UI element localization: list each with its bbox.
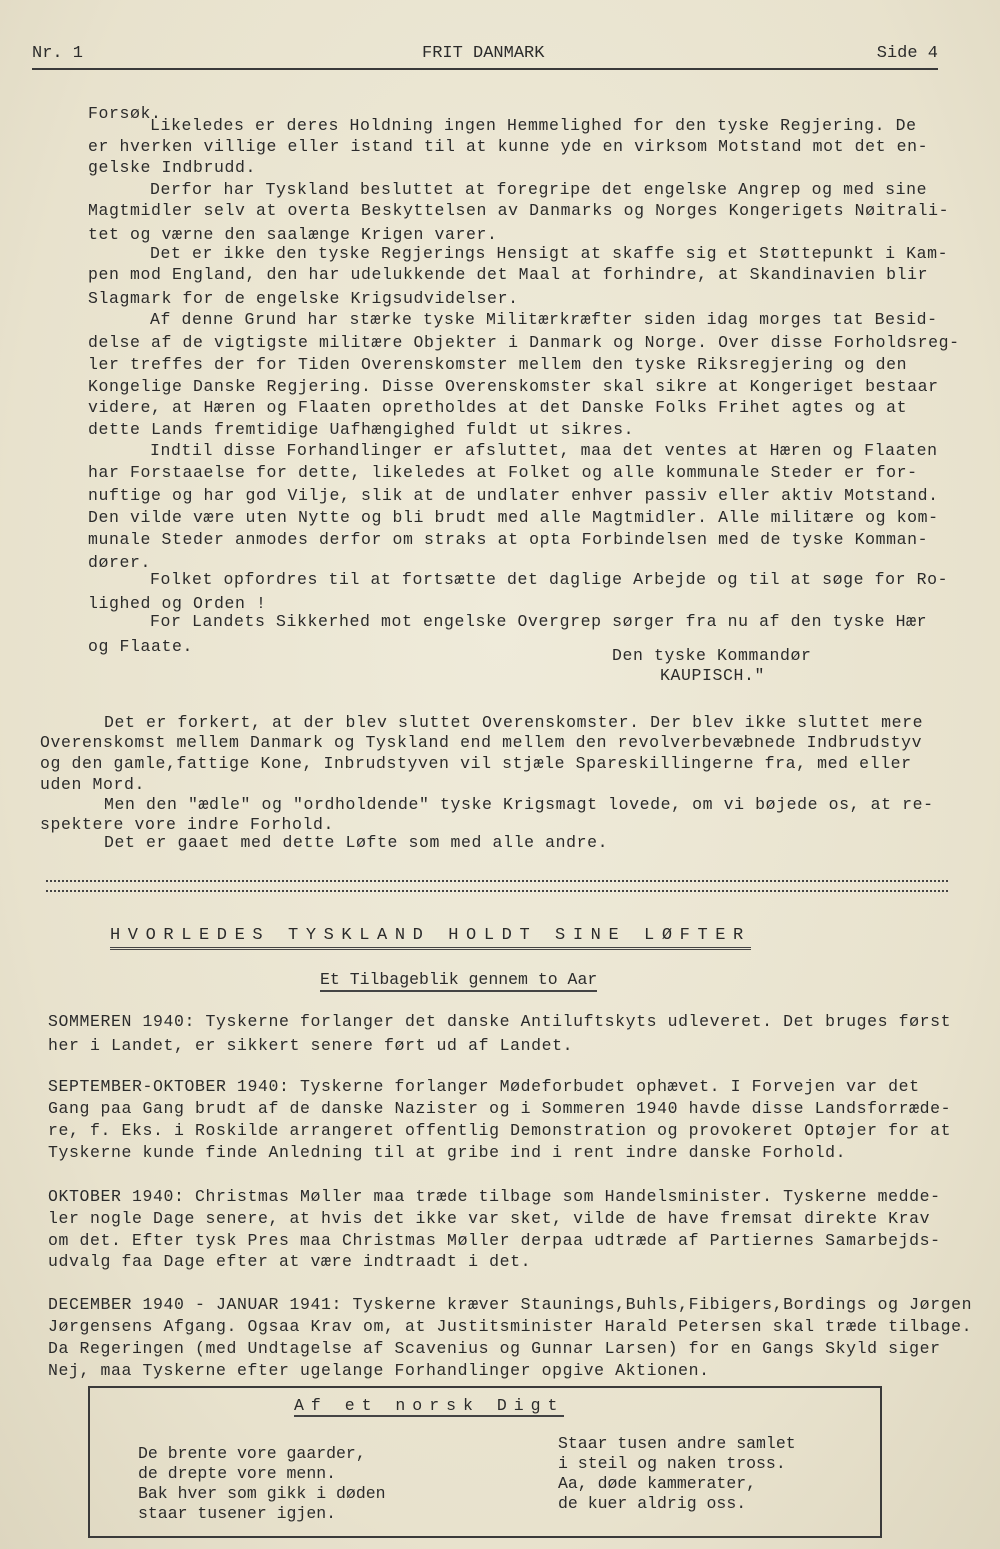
text-line: Folket opfordres til at fortsætte det daglige Arbejde og til at søge for Ro-	[150, 570, 949, 589]
text-line: delse af de vigtigste militære Objekter i Danmark og Norge. Over disse Forholdsreg-	[88, 333, 960, 352]
text-line: Den vilde være uten Nytte og bli brudt med alle Magtmidler. Alle militære og kom-	[88, 508, 939, 527]
text-line: dører.	[88, 553, 152, 572]
poem-line: De brente vore gaarder,	[138, 1444, 366, 1463]
text-line: nuftige og har god Vilje, slik at de undlater enhver passiv eller aktiv Motstand.	[88, 486, 939, 505]
text-line: Jørgensens Afgang. Ogsaa Krav om, at Justitsminister Harald Petersen skal træde tilbage.	[48, 1317, 973, 1336]
text-line: har Forstaaelse for dette, likeledes at Folket og alle kommunale Steder er for-	[88, 463, 918, 482]
poem-line: staar tusener igjen.	[138, 1504, 337, 1523]
text-line: Af denne Grund har stærke tyske Militærkræfter siden idag morges tat Besid-	[150, 310, 938, 329]
text-line: er hverken villige eller istand til at kunne yde en virksom Motstand mot det en-	[88, 137, 929, 156]
text-line: Det er forkert, at der blev sluttet Overenskomster. Der blev ikke sluttet mere	[104, 713, 924, 732]
text-line: ler treffes der for Tiden Overenskomster mellem den tyske Riksregjering og den	[88, 355, 908, 374]
text-line: uden Mord.	[40, 775, 146, 794]
text-line: SOMMEREN 1940: Tyskerne forlanger det danske Antiluftskyts udleveret. Det bruges først	[48, 1012, 952, 1031]
text-line: her i Landet, er sikkert senere ført ud af Landet.	[48, 1036, 574, 1055]
text-line: For Landets Sikkerhed mot engelske Overgrep sørger fra nu af den tyske Hær	[150, 612, 928, 631]
text-line: Gang paa Gang brudt af de danske Nazister og i Sommeren 1940 havde disse Landsforræde-	[48, 1099, 952, 1118]
text-line: munale Steder anmodes derfor om straks at opta Forbindelsen med de tyske Komman-	[88, 530, 929, 549]
text-line: og den gamle,fattige Kone, Inbrudstyven vil stjæle Spareskillingerne fra, med eller	[40, 754, 912, 773]
page-header	[32, 44, 938, 70]
section-heading: HVORLEDES TYSKLAND HOLDT SINE LØFTER	[110, 926, 751, 950]
text-line: Indtil disse Forhandlinger er afsluttet, maa det ventes at Hæren og Flaaten	[150, 441, 938, 460]
text-line: Kongelige Danske Regjering. Disse Overenskomster skal sikre at Kongeriget bestaar	[88, 377, 939, 396]
text-line: Likeledes er deres Holdning ingen Hemmelighed for den tyske Regjering. De	[150, 116, 917, 135]
signature-title: Den tyske Kommandør	[612, 646, 812, 665]
dotted-separator	[46, 880, 948, 892]
poem-right-stanza	[558, 1434, 796, 1514]
text-line: re, f. Eks. i Roskilde arrangeret offentlig Demonstration og provokeret Optøjer for at	[48, 1121, 952, 1140]
text-line: videre, at Hæren og Flaaten opretholdes at det Danske Folks Frihet agtes og at	[88, 398, 908, 417]
poem-line: Bak hver som gikk i døden	[138, 1484, 386, 1503]
text-line: DECEMBER 1940 - JANUAR 1941: Tyskerne kræver Staunings,Buhls,Fibigers,Bordings og Jørgen	[48, 1295, 973, 1314]
section-subheading: Et Tilbageblik gennem to Aar	[320, 970, 597, 992]
text-line: Tyskerne kunde finde Anledning til at gribe ind i rent indre danske Forhold.	[48, 1143, 847, 1162]
text-line: Da Regeringen (med Undtagelse af Scavenius og Gunnar Larsen) for en Gangs Skyld siger	[48, 1339, 941, 1358]
poem-line: Aa, døde kammerater,	[558, 1474, 757, 1493]
newspaper-title: FRIT DANMARK	[422, 44, 545, 63]
text-line: om det. Efter tysk Pres maa Christmas Møller derpaa udtræde af Partiernes Samarbejds-	[48, 1231, 941, 1250]
poem-line: de kuer aldrig oss.	[558, 1494, 747, 1513]
text-line: pen mod England, den har udelukkende det Maal at forhindre, at Skandinavien blir	[88, 265, 929, 284]
text-line: udvalg faa Dage efter at være indtraadt i det.	[48, 1252, 532, 1271]
text-line: lighed og Orden !	[88, 594, 267, 613]
text-line: Magtmidler selv at overta Beskyttelsen av Danmarks og Norges Kongerigets Nøitrali-	[88, 201, 950, 220]
text-line: ler nogle Dage senere, at hvis det ikke var sket, vilde de have fremsat direkte Krav	[48, 1209, 931, 1228]
poem-line: de drepte vore menn.	[138, 1464, 337, 1483]
text-line: Men den "ædle" og "ordholdende" tyske Krigsmagt lovede, om vi bøjede os, at re-	[104, 795, 934, 814]
poem-line: Staar tusen andre samlet	[558, 1434, 796, 1453]
text-line: OKTOBER 1940: Christmas Møller maa træde tilbage som Handelsminister. Tyskerne medde-	[48, 1187, 941, 1206]
page-number: Side 4	[876, 44, 938, 63]
poem-title: Af et norsk Digt	[294, 1396, 565, 1415]
text-line: Overenskomst mellem Danmark og Tyskland end mellem den revolverbevæbnede Indbrudstyv	[40, 733, 923, 752]
text-line: Forsøk.	[88, 104, 162, 123]
poem-left-stanza	[138, 1444, 386, 1524]
text-line: Derfor har Tyskland besluttet at foregripe det engelske Angrep og med sine	[150, 180, 928, 199]
text-line: Nej, maa Tyskerne efter ugelange Forhandlinger opgive Aktionen.	[48, 1361, 710, 1380]
issue-number: Nr. 1	[32, 44, 84, 63]
text-line: Slagmark for de engelske Krigsudvidelser.	[88, 289, 519, 308]
text-line: Det er gaaet med dette Løfte som med alle andre.	[104, 833, 609, 852]
poem-box	[88, 1386, 882, 1538]
poem-line: i steil og naken tross.	[558, 1454, 786, 1473]
text-line: dette Lands fremtidige Uafhængighed fuldt ut sikres.	[88, 420, 635, 439]
text-line: SEPTEMBER-OKTOBER 1940: Tyskerne forlanger Mødeforbudet ophævet. I Forvejen var det	[48, 1077, 920, 1096]
text-line: gelske Indbrudd.	[88, 158, 257, 177]
text-line: tet og værne den saalænge Krigen varer.	[88, 225, 498, 244]
text-line: og Flaate.	[88, 637, 194, 656]
signature-name: KAUPISCH."	[660, 666, 766, 685]
text-line: spektere vore indre Forhold.	[40, 815, 335, 834]
text-line: Det er ikke den tyske Regjerings Hensigt at skaffe sig et Støttepunkt i Kam-	[150, 244, 949, 263]
